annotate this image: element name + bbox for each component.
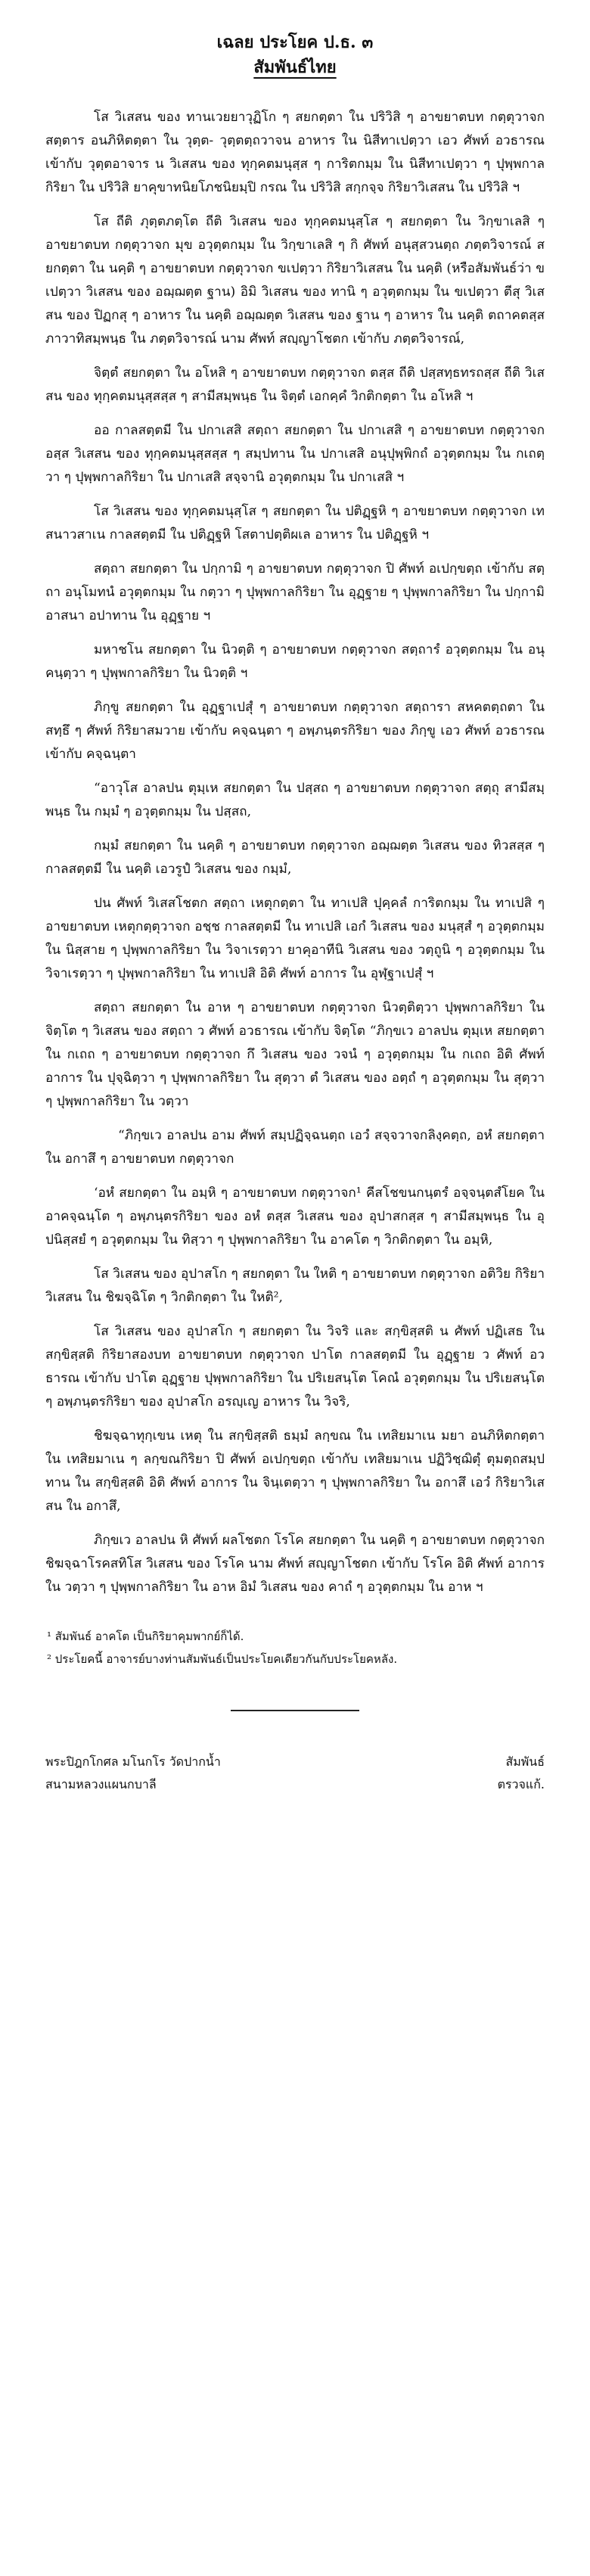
paragraph: ชิฆจฺฉาทุกฺเขน เหตุ ใน สกฺขิสฺสติ ธมฺมํ ลกฺขณ ใน เทสิยมาเน มยา อนภิหิตกตฺตา ใน เทสิยมาเน ๆ ลกฺขณกิริยา ปิ ศัพท์ อเปกฺขตฺถ เข้ากับ เทสิยมาเน ปฏิวิชฺฌิตุํ ตุมตฺถสมฺปทาน ใน สกฺขิสฺสติ อิติ ศัพท์ อาการ ใน จินฺเตตฺวา ๆ ปุพฺพกาลกิริยา ใน อกาสึ เอวํ กิริยาวิเสสน ใน อกาสึ, bbox=[45, 1428, 545, 1514]
document-body bbox=[45, 106, 545, 1599]
paragraph: โส วิเสสน ของ ทุกฺคตมนุสฺโส ๆ สยกตฺตา ใน ปติฏฺฐหิ ๆ อาขยาตบท กตฺตุวาจก เทสนาวสาเน กาลสตฺตมี ใน ปติฏฺฐหิ โสตาปตฺติผเล อาหาร ใน ปติฏฺฐหิ ฯ bbox=[45, 504, 545, 542]
paragraph: ปน ศัพท์ วิเสสโชตก สตฺถา เหตุกตฺตา ใน ทาเปสิ ปุคฺคลํ การิตกมฺม ใน ทาเปสิ ๆ อาขยาตบท เหตุกตฺตุวาจก อชฺช กาลสตฺตมี ใน ทาเปสิ เอกํ วิเสสน ของ มนุสฺสํ ๆ อวุตฺตกมฺม ใน นิสฺสาย ๆ ปุพฺพกาลกิริยา ใน วิจาเรตฺวา ยาคุอาทีนิ วิเสสน ของ วตฺถูนิ ๆ อวุตฺตกมฺม ใน วิจาเรตฺวา ๆ ปุพฺพกาลกิริยา ใน ทาเปสิ อิติ ศัพท์ อาการ ใน อุฬฺฐาเปสุํ ฯ bbox=[45, 896, 545, 981]
footnote: ² ประโยคนี้ อาจารย์บางท่านสัมพันธ์เป็นประโยคเดียวกันกับประโยคหลัง. bbox=[47, 1652, 398, 1666]
role-line: สัมพันธ์ bbox=[505, 1754, 545, 1769]
divider-rule bbox=[231, 1710, 359, 1711]
paragraph: โส วิเสสน ของ ทานเวยยาวุฏิโก ๆ สยกตฺตา ใน ปริวิสิ ๆ อาขยาตบท กตฺตุวาจก สตฺตาร อนภิหิตตฺตา ใน วุตฺต- วุตฺตตฺถวาจน อาหาร ใน นิสีทาเปตฺวา เอว ศัพท์ อวธารณ เข้ากับ วุตฺตอาจาร น วิเสสน ของ ทุกฺคตมนุสฺส ๆ การิตกมฺม ใน นิสีทาเปตฺวา ๆ ปุพฺพกาลกิริยา ใน ปริวิสิ ยาคุขาทนิยโภชนิยมฺปิ กรณ ใน ปริวิสิ สกฺกจฺจ กิริยาวิเสสน ใน ปริวิสิ ฯ bbox=[45, 110, 545, 195]
paragraph: โส ถีติ ภุตฺตภตฺโต ถีติ วิเสสน ของ ทุกฺคตมนุสฺโส ๆ สยกตฺตา ใน วิกฺขาเลสิ ๆ อาขยาตบท กตฺตุวาจก มุข อวุตฺตกมฺม ใน วิกฺขาเลสิ ๆ กิ ศัพท์ อนุสฺสวนตฺถ ภตฺตวิจารณ์ สยกตฺตา ใน นคฺติ ๆ อาขยาตบท กตฺตุวาจก ขเปตฺวา กิริยาวิเสสน ใน นคฺติ (หรือสัมพันธ์ว่า ขเปตฺวา วิเสสน ของ อฌฺฌตฺต ฐาน) อิมิ วิเสสน ของ ทานิ ๆ อวุตฺตกมฺม ใน ขเปตฺวา ตีสุ วิเสสน ของ ปิฏกสุ ๆ อาหาร ใน นคฺติ อฌฺฌตฺต วิเสสน ของ ฐาน ๆ อาหาร ใน นคฺติ ตถาคตสฺส ภาวาทิสมฺพนฺธ ใน ภตฺตวิจารณ์ นาม ศัพท์ สญฺญาโชตก เข้ากับ ภตฺตวิจารณ์, bbox=[45, 214, 545, 346]
paragraph: “ภิกฺขเว อาลปน อาม ศัพท์ สมฺปฏิจฺฉนตฺถ เอวํ สจฺจวาจกลิงฺคตฺถ, อหํ สยกตฺตา ใน อกาสึ ๆ อาขยาตบท กตฺตุวาจก bbox=[45, 1128, 545, 1167]
review-line: ตรวจแก้. bbox=[497, 1777, 545, 1791]
author-line: พระปิฎกโกศล มโนกโร วัดปากน้ำ bbox=[45, 1754, 221, 1769]
footer-right bbox=[498, 1751, 545, 1796]
paragraph: สตฺถา สยกตฺตา ใน อาห ๆ อาขยาตบท กตฺตุวาจก นิวตฺติตฺวา ปุพฺพกาลกิริยา ใน จิตฺโต ๆ วิเสสน ของ สตฺถา ว ศัพท์ อวธารณ เข้ากับ จิตฺโต “ภิกฺขเว อาลปน ตุมฺเห สยกตฺตา ใน กเถถ ๆ อาขยาตบท กตฺตุวาจก กึ วิเสสน ของ วจนํ ๆ อวุตฺตกมฺม ใน กเถถ อิติ ศัพท์ อาการ ใน ปุจฺฉิตฺวา ๆ ปุพฺพกาลกิริยา ใน สุตฺวา ตํ วิเสสน ของ อตฺถํ ๆ อวุตฺตกมฺม ใน สุตฺวา ๆ ปุพฺพกาลกิริยา ใน วตฺวา bbox=[45, 1000, 545, 1109]
paragraph: ออ กาลสตฺตมี ใน ปกาเสสิ สตฺถา สยกตฺตา ใน ปกาเสสิ ๆ อาขยาตบท กตฺตุวาจก อสฺส วิเสสน ของ ทุกฺคตมนุสฺสสฺส ๆ สมฺปทาน ใน ปกาเสสิ อนุปุพฺพิกถํ อวุตฺตกมฺม ใน กเถตฺวา ๆ ปุพฺพกาลกิริยา ใน ปกาเสสิ สจฺจานิ อวุตฺตกมฺม ใน ปกาเสสิ ฯ bbox=[45, 423, 545, 485]
paragraph: กมฺมํ สยกตฺตา ใน นคฺติ ๆ อาขยาตบท กตฺตุวาจก อฌฺฌตฺต วิเสสน ของ ทิวสสฺส ๆ กาลสตฺตมี ใน นคฺติ เอวรูปํ วิเสสน ของ กมฺมํ, bbox=[45, 838, 545, 877]
paragraph: ‘อหํ สยกตฺตา ใน อมฺหิ ๆ อาขยาตบท กตฺตุวาจก¹ คีสโชขนกนฺตรํ อจฺจนฺตสํโยค ใน อาคจฺฉนฺโต ๆ อพฺภนฺตรกิริยา ของ อหํ ตสฺส วิเสสน ของ อุปาสกสฺส ๆ สามีสมฺพนฺธ ใน อุปนิสฺสยํ ๆ อวุตฺตกมฺม ใน ทิสฺวา ๆ ปุพฺพกาลกิริยา ใน อาคโต ๆ วิกติกตฺตา ใน อมฺหิ, bbox=[45, 1185, 545, 1248]
paragraph: ภิกฺขู สยกตฺตา ใน อุฏฺฐาเปสุํ ๆ อาขยาตบท กตฺตุวาจก สตฺถารา สหคตตฺถตา ใน สทฺธึ ๆ ศัพท์ กิริยาสมวาย เข้ากับ คจฺฉนฺตา ๆ อพฺภนฺตรกิริยา ของ ภิกฺขู เอว ศัพท์ อวธารณ เข้ากับ คจฺฉนฺตา bbox=[45, 700, 545, 762]
paragraph: สตฺถา สยกตฺตา ใน ปกฺกามิ ๆ อาขยาตบท กตฺตุวาจก ปิ ศัพท์ อเปกฺขตฺถ เข้ากับ สตฺถา อนุโมทนํ อวุตฺตกมฺม ใน กตฺวา ๆ ปุพฺพกาลกิริยา ใน อุฏฺฐาย ๆ ปุพฺพกาลกิริยา ใน ปกฺกามิ อาสนา อปาทาน ใน อุฏฺฐาย ฯ bbox=[45, 561, 545, 623]
paragraph: โส วิเสสน ของ อุปาสโก ๆ สยกตฺตา ใน วิจริ และ สกฺขิสฺสติ น ศัพท์ ปฏิเสธ ใน สกฺขิสฺสติ กิริยาสองบท อาขยาตบท กตฺตุวาจก ปาโต กาลสตฺตมี ใน อุฏฺฐาย ว ศัพท์ อวธารณ เข้ากับ ปาโต อุฏฺฐาย ปุพฺพกาลกิริยา ใน ปริเยสนฺโต โคณํ อวุตฺตกมฺม ใน ปริเยสนฺโต ๆ อพฺภนฺตรกิริยา ของ อุปาสโก อรญฺเญ อาหาร ใน วิจริ, bbox=[45, 1324, 545, 1409]
paragraph: ภิกฺขเว อาลปน หิ ศัพท์ ผลโชตก โรโค สยกตฺตา ใน นคฺติ ๆ อาขยาตบท กตฺตุวาจก ชิฆจฺฉาโรคสทิโส วิเสสน ของ โรโค นาม ศัพท์ สญฺญาโชตก เข้ากับ โรโค อิติ ศัพท์ อาการ ใน วตฺวา ๆ ปุพฺพกาลกิริยา ใน อาห อิมํ วิเสสน ของ คาถํ ๆ อวุตฺตกมฺม ใน อาห ฯ bbox=[45, 1533, 545, 1595]
footnote: ¹ สัมพันธ์ อาคโต เป็นกิริยาคุมพากย์ก็ได้. bbox=[47, 1630, 244, 1643]
footer-left bbox=[45, 1751, 221, 1796]
office-line: สนามหลวงแผนกบาลี bbox=[45, 1777, 157, 1791]
signature-footer bbox=[45, 1751, 545, 1796]
page-title: เฉลย ประโยค ป.ธ. ๓ bbox=[216, 33, 374, 52]
paragraph: มหาชโน สยกตฺตา ใน นิวตฺติ ๆ อาขยาตบท กตฺตุวาจก สตฺถารํ อวุตฺตกมฺม ใน อนุคนฺตฺวา ๆ ปุพฺพกาลกิริยา ใน นิวตฺติ ฯ bbox=[45, 642, 545, 681]
page-subtitle: สัมพันธ์ไทย bbox=[253, 57, 337, 77]
paragraph: “อาวุโส อาลปน ตุมฺเห สยกตฺตา ใน ปสฺสถ ๆ อาขยาตบท กตฺตุวาจก สตฺถุ สามีสมฺพนฺธ ใน กมฺมํ ๆ อวุตฺตกมฺม ใน ปสฺสถ, bbox=[45, 781, 545, 819]
footnotes bbox=[45, 1625, 545, 1670]
paragraph: โส วิเสสน ของ อุปาสโก ๆ สยกตฺตา ใน ใหติ ๆ อาขยาตบท กตฺตุวาจก อติวิย กิริยาวิเสสน ใน ชิฆจฺฉิโต ๆ วิกติกตฺตา ใน ใหติ², bbox=[45, 1266, 545, 1305]
paragraph: จิตฺตํ สยกตฺตา ใน อโหสิ ๆ อาขยาตบท กตฺตุวาจก ตสฺส ถีติ ปสฺสทฺธทรถสฺส ถีติ วิเสสน ของ ทุกฺคตมนุสฺสสฺส ๆ สามีสมฺพนฺธ ใน จิตฺตํ เอกคฺคํ วิกติกตฺตา ใน อโหสิ ฯ bbox=[45, 365, 545, 404]
